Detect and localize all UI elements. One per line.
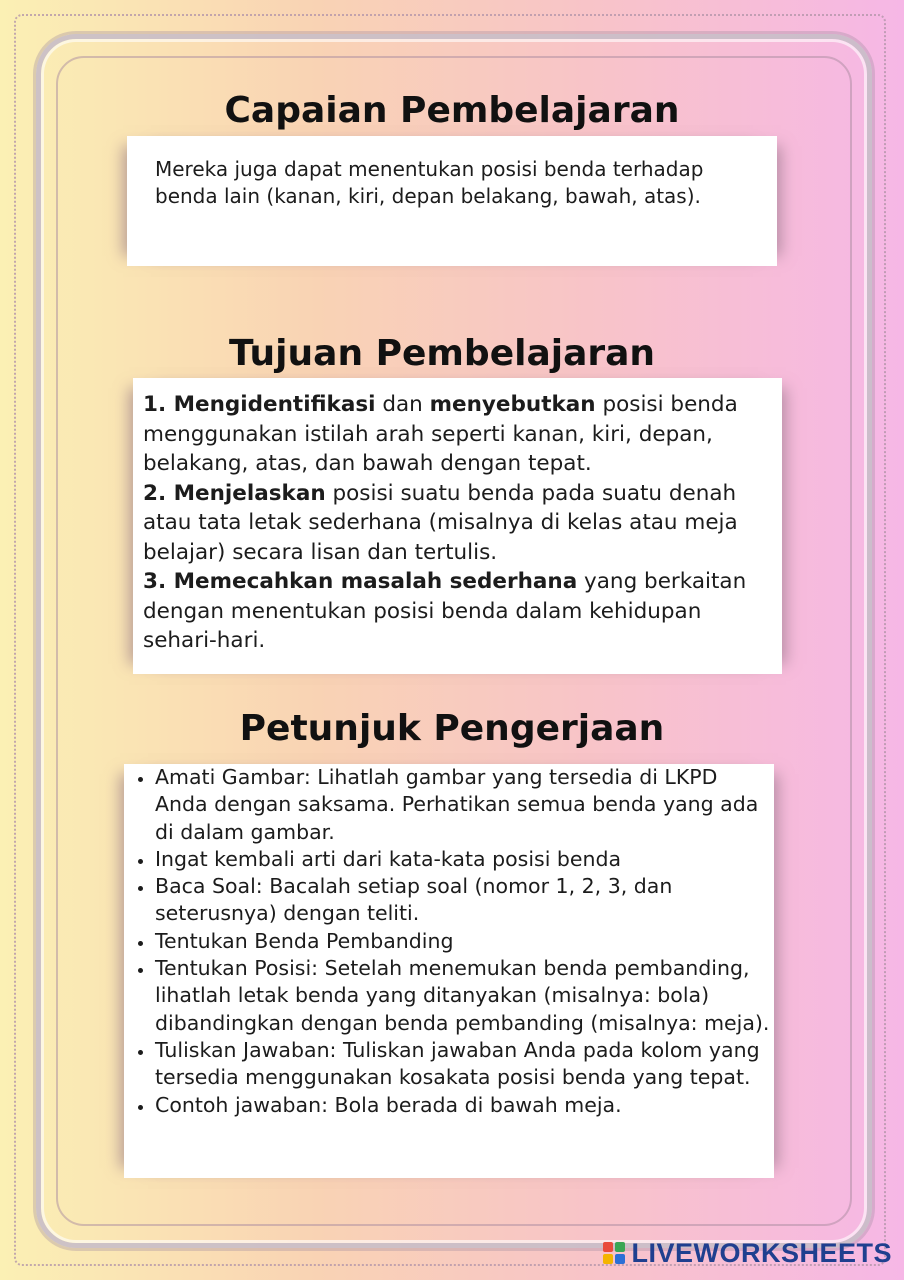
tujuan-item-3 [143, 567, 772, 656]
liveworksheets-logo-text: LIVEWORKSHEETS [631, 1237, 892, 1268]
tujuan-item-1-keyword: 1. Mengidentifikasi [143, 392, 376, 417]
capaian-heading: Capaian Pembelajaran [224, 90, 680, 131]
petunjuk-item: • Baca Soal: Bacalah setiap soal (nomor 1, 2, 3, dan seterusnya) dengan teliti. [155, 873, 774, 928]
petunjuk-list [124, 764, 774, 1119]
tujuan-box [133, 378, 782, 674]
tujuan-item-1-text: dan [375, 392, 430, 417]
petunjuk-item: • Ingat kembali arti dari kata-kata posisi benda [155, 846, 774, 873]
petunjuk-item: • Contoh jawaban: Bola berada di bawah meja. [155, 1092, 774, 1119]
tujuan-item-3-keyword: 3. Memecahkan masalah sederhana [143, 569, 578, 594]
liveworksheets-logo-icon [603, 1242, 625, 1264]
petunjuk-item: • Tentukan Benda Pembanding [155, 928, 774, 955]
tujuan-item-1-text-2: posisi benda menggunakan istilah arah seperti kanan, kiri, depan, belakang, atas, dan bawah dengan tepat. [143, 392, 738, 476]
capaian-box [127, 136, 777, 266]
petunjuk-heading: Petunjuk Pengerjaan [239, 708, 665, 749]
tujuan-item-1 [143, 390, 772, 479]
petunjuk-box [124, 764, 774, 1178]
tujuan-item-3-text: yang berkaitan dengan menentukan posisi benda dalam kehidupan sehari-hari. [143, 569, 747, 653]
petunjuk-item: • Tuliskan Jawaban: Tuliskan jawaban Anda pada kolom yang tersedia menggunakan kosakata posisi benda yang tepat. [155, 1037, 774, 1092]
liveworksheets-logo[interactable] [603, 1238, 892, 1268]
tujuan-item-2-text: posisi suatu benda pada suatu denah atau tata letak sederhana (misalnya di kelas atau meja belajar) secara lisan dan tertulis. [143, 480, 738, 565]
capaian-text: Mereka juga dapat menentukan posisi benda terhadap benda lain (kanan, kiri, depan belakang, bawah, atas). [155, 157, 704, 208]
tujuan-item-1-keyword-2: menyebutkan [429, 392, 596, 417]
tujuan-item-2-keyword: 2. Menjelaskan [143, 480, 326, 506]
petunjuk-item: • Amati Gambar: Lihatlah gambar yang tersedia di LKPD Anda dengan saksama. Perhatikan semua benda yang ada di dalam gambar. [155, 764, 774, 846]
petunjuk-item: • Tentukan Posisi: Setelah menemukan benda pembanding, lihatlah letak benda yang ditanyakan (misalnya: bola) dibandingkan dengan benda pembanding (misalnya: meja). [155, 955, 774, 1037]
tujuan-heading: Tujuan Pembelajaran [228, 333, 656, 374]
tujuan-item-2 [143, 479, 772, 568]
